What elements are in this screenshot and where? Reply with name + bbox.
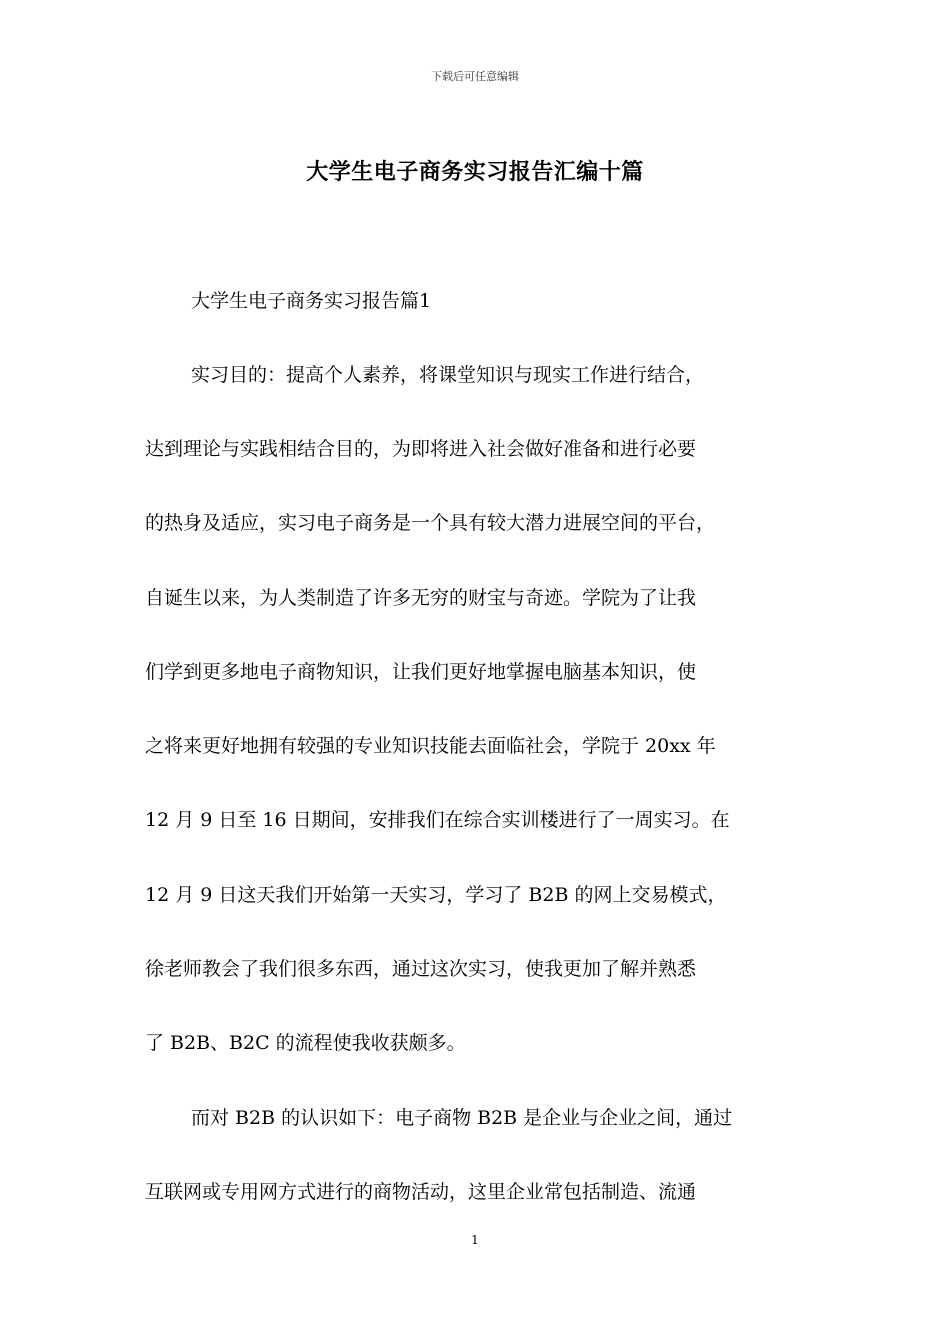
paragraph-line: 12 月 9 日这天我们开始第一天实习，学习了 B2B 的网上交易模式， bbox=[145, 884, 727, 906]
paragraph-line: 徐老师教会了我们很多东西，通过这次实习，使我更加了解并熟悉 bbox=[145, 958, 697, 980]
paragraph-line: 互联网或专用网方式进行的商物活动，这里企业常包括制造、流通 bbox=[145, 1181, 697, 1203]
header-note: 下载后可任意编辑 bbox=[431, 70, 519, 83]
section-heading: 大学生电子商务实习报告篇1 bbox=[191, 290, 432, 312]
paragraph-line: 之将来更好地拥有较强的专业知识技能去面临社会，学院于 20xx 年 bbox=[145, 735, 716, 757]
paragraph-line: 自诞生以来，为人类制造了许多无穷的财宝与奇迹。学院为了让我 bbox=[145, 587, 697, 609]
paragraph-line: 12 月 9 日至 16 日期间，安排我们在综合实训楼进行了一周实习。在 bbox=[145, 809, 730, 831]
document-title: 大学生电子商务实习报告汇编十篇 bbox=[306, 160, 644, 185]
paragraph-line: 达到理论与实践相结合目的，为即将进入社会做好准备和进行必要 bbox=[145, 438, 697, 460]
paragraph-line: 而对 B2B 的认识如下：电子商物 B2B 是企业与企业之间，通过 bbox=[191, 1107, 733, 1129]
paragraph-line: 们学到更多地电子商物知识，让我们更好地掌握电脑基本知识，使 bbox=[145, 661, 697, 683]
paragraph-line: 实习目的：提高个人素养，将课堂知识与现实工作进行结合， bbox=[191, 364, 705, 386]
paragraph-line: 的热身及适应，实习电子商务是一个具有较大潜力进展空间的平台， bbox=[145, 512, 716, 534]
page-number: 1 bbox=[471, 1233, 479, 1247]
paragraph-line: 了 B2B、B2C 的流程使我收获颇多。 bbox=[145, 1032, 466, 1054]
